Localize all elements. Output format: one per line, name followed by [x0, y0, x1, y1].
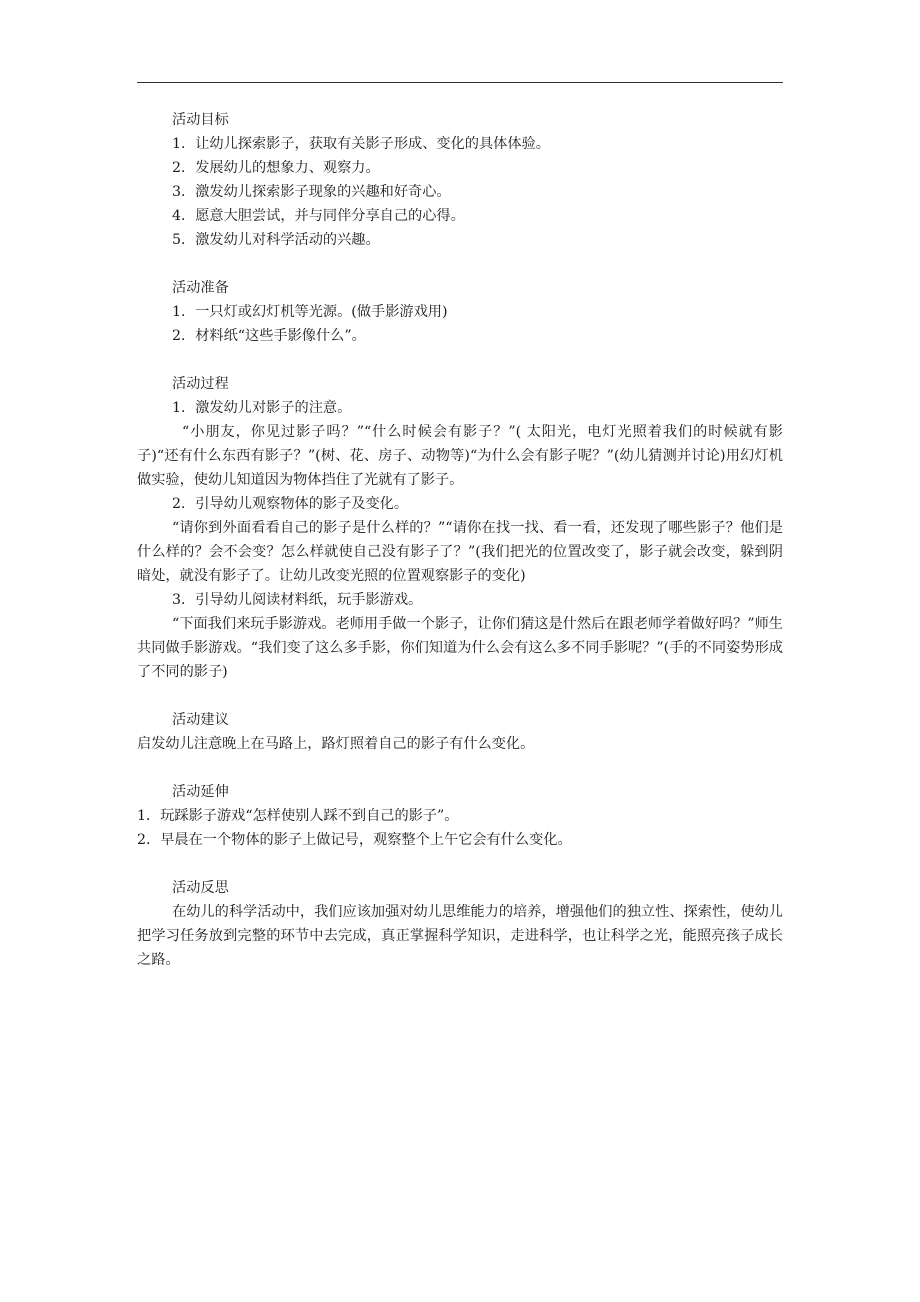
preparation-item: 1．一只灯或幻灯机等光源。(做手影游戏用) [172, 304, 448, 320]
section-extension [137, 780, 783, 852]
section-reflection [137, 876, 783, 972]
section-preparation [137, 276, 783, 348]
section-heading-suggestion: 活动建议 [172, 712, 229, 728]
section-heading-preparation: 活动准备 [172, 280, 229, 296]
header-rule [137, 82, 783, 83]
section-heading-extension: 活动延伸 [172, 784, 229, 800]
section-process [137, 372, 783, 684]
suggestion-text: 启发幼儿注意晚上在马路上，路灯照着自己的影子有什么变化。 [137, 736, 535, 752]
section-suggestion [137, 708, 783, 756]
process-paragraph-1: “小朋友，你见过影子吗？”“什么时候会有影子？”( 太阳光，电灯光照着我们的时候就有影子)“还有什么东西有影子？”(树、花、房子、动物等)“为什么会有影子呢？”(幼儿猜测并讨论)用幻灯机做实验，使幼儿知道因为物体挡住了光就有了影子。 [137, 424, 783, 488]
extension-item: 2．早晨在一个物体的影子上做记号，观察整个上午它会有什么变化。 [137, 832, 572, 848]
process-step-1: 1．激发幼儿对影子的注意。 [172, 400, 352, 416]
goal-item: 4．愿意大胆尝试，并与同伴分享自己的心得。 [172, 208, 465, 224]
process-step-2: 2．引导幼儿观察物体的影子及变化。 [172, 496, 409, 512]
goal-item: 2．发展幼儿的想象力、观察力。 [172, 160, 380, 176]
section-heading-process: 活动过程 [172, 376, 229, 392]
process-paragraph-2: “请你到外面看看自己的影子是什么样的？”“请你在找一找、看一看，还发现了哪些影子？他们是什么样的？会不会变？怎么样就使自己没有影子了？”(我们把光的位置改变了，影子就会改变，躲到阴暗处，就没有影子了。让幼儿改变光照的位置观察影子的变化) [137, 520, 783, 584]
document-body [137, 108, 783, 996]
goal-item: 1．让幼儿探索影子，获取有关影子形成、变化的具体体验。 [172, 136, 550, 152]
goal-item: 3．激发幼儿探索影子现象的兴趣和好奇心。 [172, 184, 451, 200]
process-step-3: 3．引导幼儿阅读材料纸，玩手影游戏。 [172, 592, 423, 608]
goal-item: 5．激发幼儿对科学活动的兴趣。 [172, 232, 380, 248]
section-goals [137, 108, 783, 252]
reflection-text: 在幼儿的科学活动中，我们应该加强对幼儿思维能力的培养，增强他们的独立性、探索性，使幼儿把学习任务放到完整的环节中去完成，真正掌握科学知识，走进科学，也让科学之光，能照亮孩子成长之路。 [137, 904, 783, 968]
preparation-item: 2．材料纸“这些手影像什么”。 [172, 328, 366, 344]
section-heading-goals: 活动目标 [172, 112, 229, 128]
process-paragraph-3: “下面我们来玩手影游戏。老师用手做一个影子，让你们猜这是什然后在跟老师学着做好吗？”师生共同做手影游戏。“我们变了这么多手影，你们知道为什么会有这么多不同手影呢？”(手的不同姿势形成了不同的影子) [137, 616, 783, 680]
section-heading-reflection: 活动反思 [172, 880, 229, 896]
extension-item: 1．玩踩影子游戏“怎样使别人踩不到自己的影子”。 [137, 808, 459, 824]
